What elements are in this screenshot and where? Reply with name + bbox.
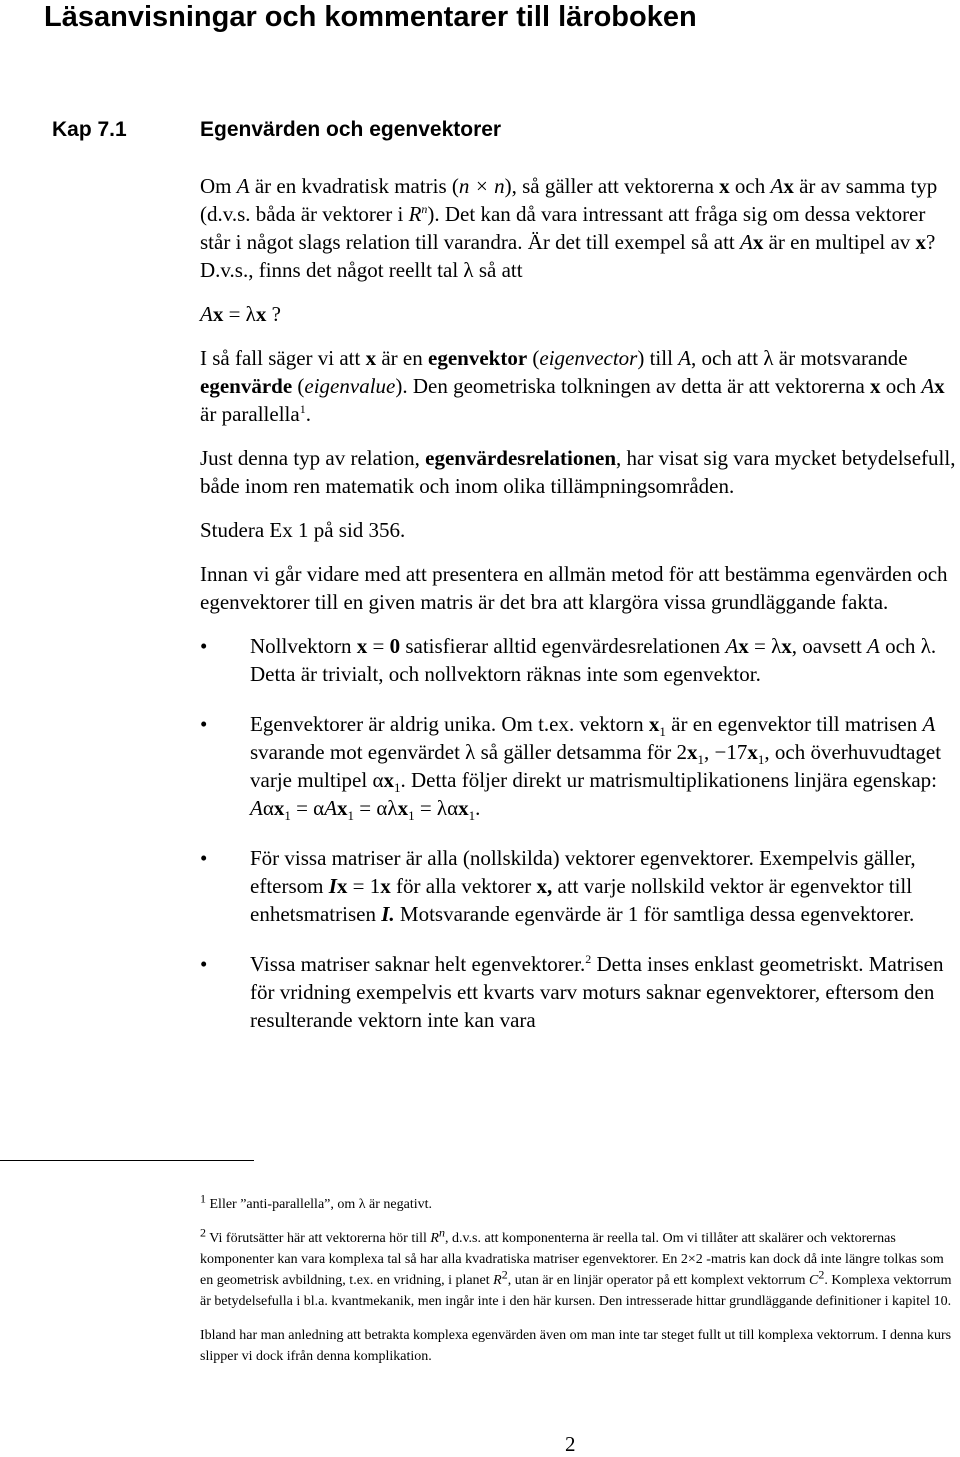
- chapter-number: Kap 7.1: [52, 118, 127, 141]
- footnotes: [200, 1191, 956, 1380]
- relation-paragraph: Just denna typ av relation, egenvärdesrelationen, har visat sig vara mycket betydelsefull, både inom ren matematik och inom olika tillämpningsområden.: [200, 446, 956, 498]
- list-item: • Nollvektorn x = 0 satisfierar alltid egenvärdesrelationen Ax = λx, oavsett A och λ. Detta är trivialt, och nollvektorn räknas inte som egenvektor.: [200, 634, 937, 686]
- bullet-icon: •: [200, 712, 208, 736]
- chapter-title: Egenvärden och egenvektorer: [200, 118, 502, 141]
- footnote-ref-2: 2: [585, 952, 592, 966]
- facts-list: [200, 632, 956, 1034]
- footnote-1: $^1$ Eller ”anti-parallella”, om λ är negativt.: [200, 1191, 433, 1212]
- footnote-2: $^2$ Vi förutsätter här att vektorerna hör till $R^n$, d.v.s. att komponenterna är reella tal. Om vi tillåter att skalärer och vektorernas komponenter kan vara komplexa tal så har alla kvadratiska matriser egenvektorer. En 2×2 -matris kan dock då inte längre tolkas som en geometrisk avbildning, t.ex. en vridning, i planet $R^2$, utan är en linjär operator på ett komplext vektorrum $C^2$. Komplexa vektorrum är betydelsefulla i bl.a. kvantmekanik, men ingår inte i den här kursen. Den intresserade hittar grundläggande definitioner i kapitel 10.: [200, 1225, 952, 1309]
- bullet-icon: •: [200, 952, 208, 976]
- footnote-continued: Ibland har man anledning att betrakta komplexa egenvärden även om man inte tar steget fullt ut till komplexa vektorrum. I denna kurs slipper vi dock ifrån denna komplikation.: [200, 1328, 952, 1364]
- bullet-icon: •: [200, 846, 208, 870]
- study-note: Studera Ex 1 på sid 356.: [200, 518, 406, 542]
- facts-intro-paragraph: Innan vi går vidare med att presentera en allmän metod för att bestämma egenvärden och egenvektorer till en given matris är det bra att klargöra vissa grundläggande fakta.: [200, 562, 948, 614]
- page-title: Läsanvisningar och kommentarer till läroboken: [44, 1, 697, 33]
- list-item: • För vissa matriser är alla (nollskilda) vektorer egenvektorer. Exempelvis gäller, eftersom Ix = 1x för alla vektorer x, att varje nollskild vektor är egenvektor till enhetsmatrisen I. Motsvarande egenvärde är 1 för samtliga dessa egenvektorer.: [200, 846, 916, 926]
- footnote-divider: [0, 1160, 254, 1161]
- list-item: • Egenvektorer är aldrig unika. Om t.ex. vektorn $x_1$ är en egenvektor till matrisen A svarande mot egenvärdet λ så gäller detsamma för $2x_1$, $-17x_1$, och överhuvudtaget varje multipel $\alpha x_1$. Detta följer direkt ur matrismultiplikationens linjära egenskap: Aαx$_1$ = αAx$_1$ = αλx$_1$ = λαx$_1$.: [200, 712, 942, 824]
- main-text: [200, 172, 956, 1056]
- footnote-ref-1: 1: [299, 402, 306, 416]
- intro-paragraph: Om A är en kvadratisk matris (n × n), så gäller att vektorerna x och Ax är av samma typ (d.v.s. båda är vektorer i $R^n$). Det kan då vara intressant att fråga sig om dessa vektorer står i något slags relation till varandra. Är det till exempel så att Ax är en multipel av x? D.v.s., finns det något reellt tal λ så att: [200, 174, 938, 282]
- list-item: • Vissa matriser saknar helt egenvektorer.$^2$ Detta inses enklast geometriskt. Matrisen för vridning exempelvis ett kvarts varv moturs saknar egenvektorer, eftersom den resulterande vektorn inte kan vara: [200, 952, 944, 1032]
- page-number: 2: [565, 1432, 576, 1456]
- eigen-equation: Ax = λx ?: [200, 302, 281, 326]
- definition-paragraph: I så fall säger vi att x är en egenvektor (eigenvector) till A, och att λ är motsvarande egenvärde (eigenvalue). Den geometriska tolkningen av detta är att vektorerna x och Ax är parallella$^1$.: [200, 346, 945, 426]
- bullet-icon: •: [200, 634, 208, 658]
